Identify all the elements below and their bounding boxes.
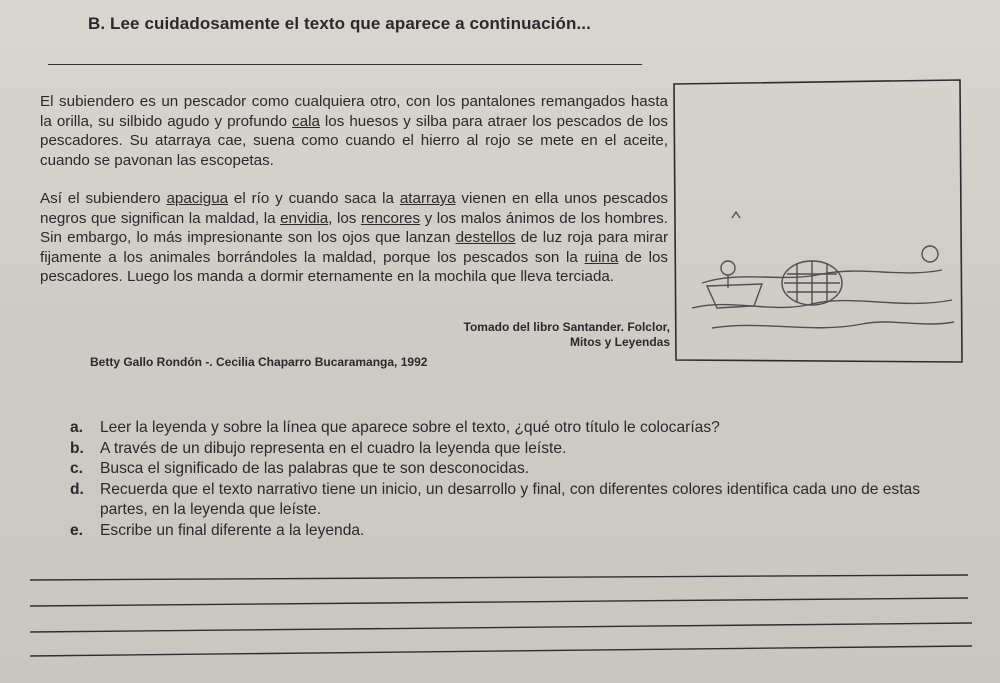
source-line-2: Mitos y Leyendas [569,335,670,349]
question-e: e. Escribe un final diferente a la leyenda. [70,521,365,539]
question-a: a. Leer la leyenda y sobre la línea que aparece sobre el texto, ¿qué otro título le colocarías? [70,419,720,436]
underlined-word: rencores [360,209,421,227]
underlined-word: ruina [584,248,619,266]
authors-line: Betty Gallo Rondón -. Cecilia Chaparro Bucaramanga, 1992 [90,355,428,369]
fisherman-head [721,261,735,275]
underlined-word: cala [292,112,320,130]
activity-list [70,418,970,541]
source-line-1: Tomado del libro Santander. Folclor, [463,320,670,334]
question-b: b. A través de un dibujo representa en el cuadro la leyenda que leíste. [70,439,567,457]
question-c: c. Busca el significado de las palabras que te son desconocidas. [70,460,530,477]
underlined-word: apacigua [166,190,229,207]
question-d: d. Recuerda que el texto narrativo tiene un inicio, un desarrollo y final, con diferentes colores identifica cada uno de estas partes, en la leyenda que leíste. [70,480,921,518]
paragraph-2: Así el subiendero apacigua el río y cuando saca la atarraya vienen en ella unos pescados negros que significan la maldad, la envidia, los rencores y los malos ánimos de los hombres. Sin embargo, lo más impresionante son los ojos que lanzan destellos de luz roja para mirar fijamente a los animales borrándoles la maldad, porque los pescados son la ruina de los pescadores. Luego los manda a dormir eternamente en la mochila que lleva terciada. [40,190,668,285]
source-citation [464,320,670,350]
paragraph-1: El subiendero es un pescador como cualquiera otro, con los pantalones remangados hasta la orilla, su silbido agudo y profundo cala los huesos y silba para atraer los pescados de los pescadores. Su atarraya cae, suena como cuando el hierro al rojo se mete en el aceite, cuando se pavonan las escopetas. [40,93,668,169]
underlined-word: atarraya [399,190,456,207]
bird-sketch [732,212,740,218]
pencil-drawing [692,212,954,328]
underlined-word: destellos [455,229,516,246]
net-mesh [784,261,840,305]
section-title: B. Lee cuidadosamente el texto que aparece a continuación... [88,14,591,33]
underlined-word: envidia [280,209,329,227]
drawing-box-border [674,80,962,362]
drawing-box[interactable] [672,78,964,364]
river-wave [702,270,942,283]
legend-text [40,92,668,287]
title-answer-line[interactable] [48,64,642,65]
small-sketch [922,246,938,262]
river-wave [712,322,954,328]
